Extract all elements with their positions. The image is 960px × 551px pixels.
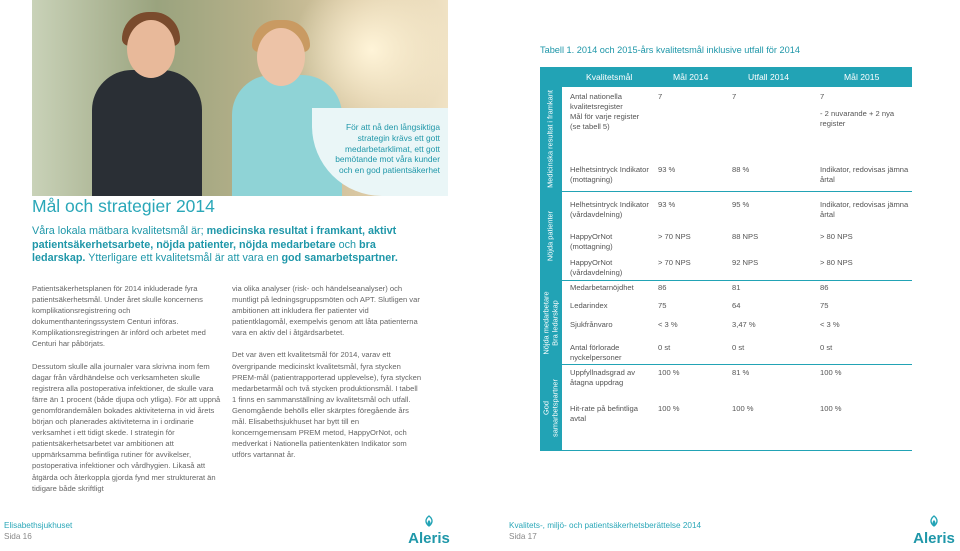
page-number: Sida 16 (4, 531, 32, 541)
footer-right (509, 521, 701, 542)
body-column-right (232, 283, 422, 471)
group-label-staff: Nöjda medarbetare Bra ledarskap (540, 281, 562, 364)
logo-text: Aleris (913, 530, 955, 547)
group-divider (540, 280, 912, 281)
header-cell: Mål 2015 (844, 72, 880, 82)
header-cell: Kvalitetsmål (586, 72, 633, 82)
header-cell: Mål 2014 (673, 72, 709, 82)
aleris-logo-icon (926, 515, 942, 531)
body-column-left (32, 283, 222, 505)
lead-paragraph: Våra lokala mätbara kvalitetsmål är; medicinska resultat i framkant, aktivt patientsäkerhetsarbete, nöjda patienter, nöjda medarbetare och bra ledarskap. Ytterligare ett kvalitetsmål är att vara en god samarbetspartner. (32, 225, 398, 265)
footer-org: Elisabethsjukhuset (4, 521, 73, 530)
header-cell: Utfall 2014 (748, 72, 790, 82)
paragraph: Det var även ett kvalitetsmål för 2014, varav ett övergripande medicinskt kvalitetsmål, fyra stycken PREM-mål (patientrapporterad upplevelse), fyra stycken medarbetarmål och två stycken produktionsmål. I tabell 1 finns en sammanställning av kvalitetsmål och utfall. Genomgående behölls eller skärptes föregående års mål. Elisabethsjukhuset har bytt till en koncerngemensam PREM metod, HappyOrNot, och medverkat i Nationella patientenkäten Indikator som utförs vartannat år. (232, 350, 422, 460)
table-header (540, 67, 912, 87)
aleris-logo (405, 515, 453, 547)
group-label-partner: God samarbetspartner (540, 365, 562, 450)
page-title: Mål och strategier 2014 (32, 196, 215, 216)
page-number: Sida 17 (509, 531, 537, 541)
aleris-logo (910, 515, 958, 547)
table-caption: Tabell 1. 2014 och 2015-års kvalitetsmål inklusive utfall för 2014 (540, 45, 800, 55)
group-divider (540, 450, 912, 451)
group-divider (540, 364, 912, 365)
logo-text: Aleris (408, 530, 450, 547)
aleris-logo-icon (421, 515, 437, 531)
group-label-patients: Nöjda patienter (540, 192, 562, 280)
group-divider (540, 191, 912, 192)
footer-left (4, 521, 72, 542)
paragraph: Dessutom skulle alla journaler vara skrivna inom fem dagar från vårdhändelse och verksamheten skulle registrera alla postoperativa infektioner, de skulle vara färre än 1 procent (både djupa och ytliga). För att uppnå genomförandemålen bokades aktiviteterna in vid årets början och planerades aktiviteterna in i ordinarie verksamhet i ett tidigt skede. I strategin för patientsäkerhetsarbetet var ambitionen att uppmärksamma befintliga rutiner för avvikelser, postoperativa infektioner och vårdhygien. Likaså att åtgärda och återkoppla gjorda fynd mer strukturerat än tidigare både skriftligt (32, 361, 221, 493)
paragraph: via olika analyser (risk- och händelseanalyser) och muntligt på ledningsgruppsmöten och APT. Slutligen var ambitionen att inkludera fler patienter vid patientklagomål, exempelvis genom att låta patienterna vara en aktiv del i åtgärdsarbetet. (232, 284, 420, 338)
group-label-medical: Medicinska resultat i framkant (540, 87, 562, 191)
footer-doc-title: Kvalitets-, miljö- och patientsäkerhetsberättelse 2014 (509, 521, 702, 530)
quote-text: För att nå den långsiktiga strategin krävs ett gott medarbetarklimat, ett gott bemötande mot våra kunder och en god patientsäkerhet (335, 122, 440, 176)
paragraph: Patientsäkerhetsplanen för 2014 inkluderade fyra patientsäkerhetsmål. Under året skulle koncernens komplikationsregistrering och dokumenthanteringssystem Centuri införas. Komplikationsregistringen är införd och arbetet med Centuri har påbörjats. (32, 284, 206, 349)
